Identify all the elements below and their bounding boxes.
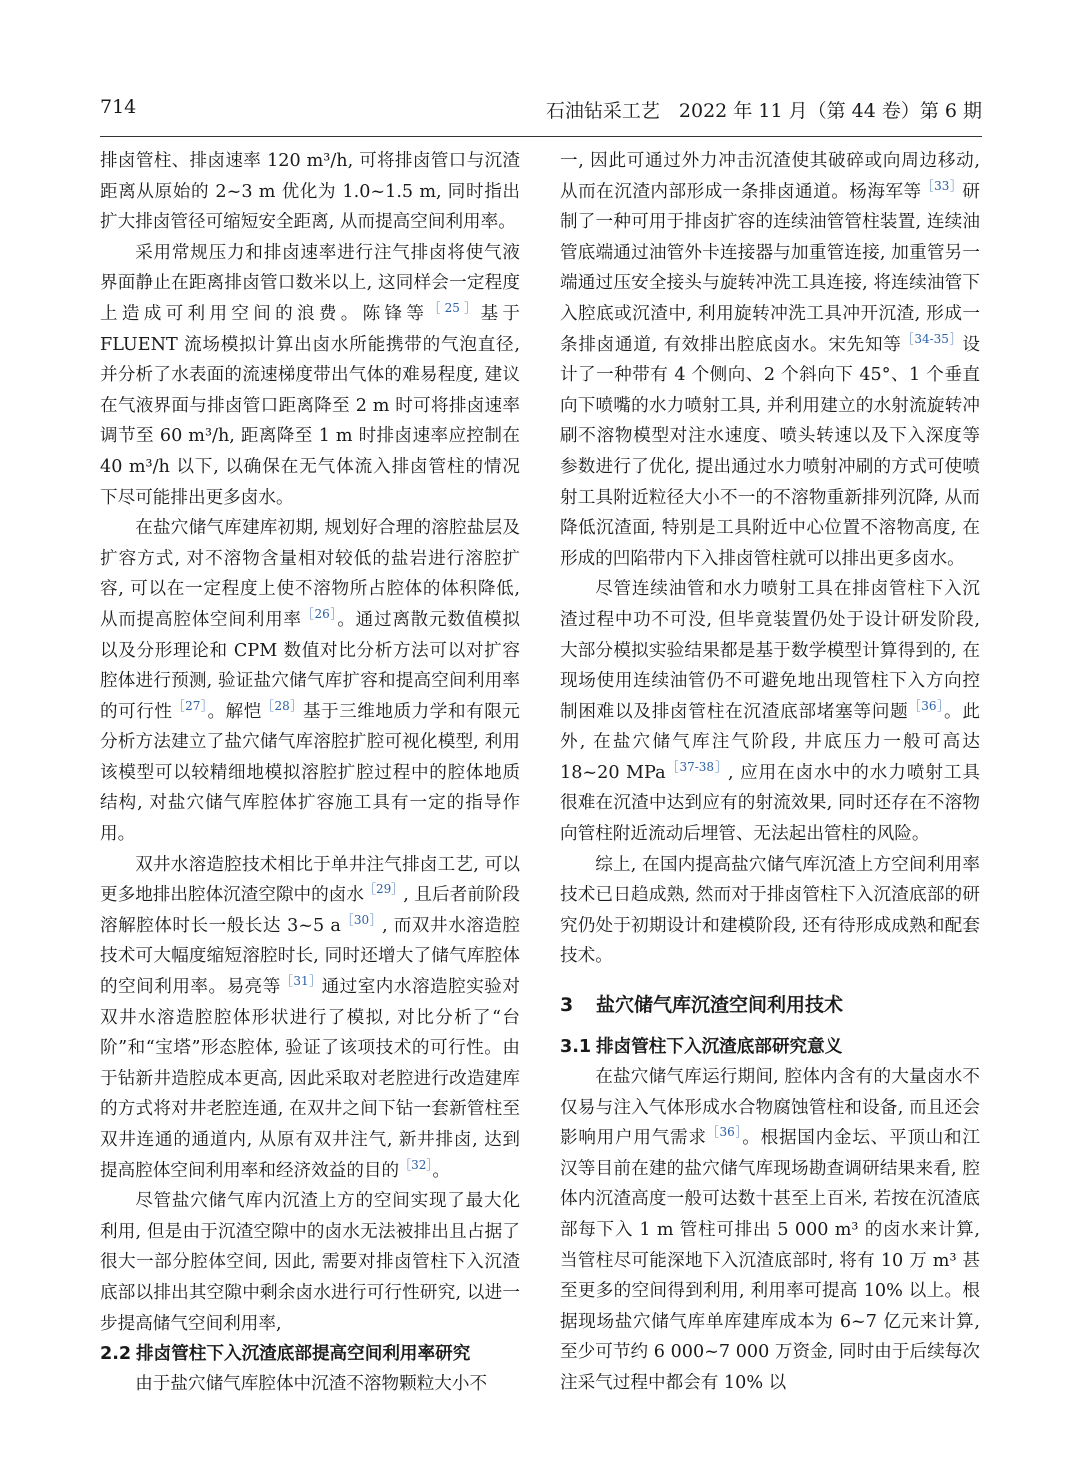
section-heading-2-2: 2.2 排卤管柱下入沉渣底部提高空间利用率研究 (100, 1344, 471, 1365)
journal-title: 石油钻采工艺 2022 年 11 月（第 44 卷）第 6 期 (545, 100, 982, 122)
paragraph: 尽管盐穴储气库内沉渣上方的空间实现了最大化利用, 但是由于沉渣空隙中的卤水无法被排出且占据了很大一部分腔体空间, 因此, 需要对排卤管柱下入沉渣底部以排出其空隙中剩余卤水进行可行性研究, 以进一步提高储气空间利用率, (100, 1191, 520, 1334)
citation[interactable]: ［33］ (921, 178, 963, 193)
citation[interactable]: ［27］ (172, 698, 208, 713)
citation[interactable]: ［37-38］ (665, 760, 728, 775)
running-header (100, 96, 982, 128)
section-heading-3: 3 盐穴储气库沉渣空间利用技术 (560, 994, 844, 1017)
citation[interactable]: ［28］ (261, 698, 303, 713)
section-heading-3-1: 3.1 排卤管柱下入沉渣底部研究意义 (560, 1037, 843, 1058)
citation[interactable]: ［30］ (340, 912, 383, 927)
citation[interactable]: ［25］ (428, 301, 481, 316)
citation[interactable]: ［36］ (706, 1125, 743, 1140)
citation[interactable]: ［32］ (399, 1157, 433, 1172)
paragraph: 双井水溶造腔技术相比于单井注气排卤工艺, 可以更多地排出腔体沉渣空隙中的卤水$^{[29]}$, 且后者前阶段溶解腔体时长一般长达 3~5 a$^{[30]}$, 而双井水溶造腔技术可大幅度缩短溶腔时长, 同时还增大了储气库腔体的空间利用率。易亮等$^{[31]}$通过室内水溶造腔实验对双井水溶造腔腔体形状进行了模拟, 对比分析了“台阶”和“宝塔”形态腔体, 验证了该项技术的可行性。由于钻新井造腔成本更高, 因此采取对老腔进行改造建库的方式将对井老腔连通, 在双井之间下钻一套新管柱至双井连通的通道内, 从原有双井注气, 新井排卤, 达到提高腔体空间利用率和经济效益的目的$^{[32]}$。 (100, 854, 520, 1181)
left-column (100, 146, 520, 1436)
paragraph: 在盐穴储气库运行期间, 腔体内含有的大量卤水不仅易与注入气体形成水合物腐蚀管柱和设备, 而且还会影响用户用气需求$^{[36]}$。根据国内金坛、平顶山和江汉等目前在建的盐穴储气库现场勘查调研结果来看, 腔体内沉渣高度一般可达数十甚至上百米, 若按在沉渣底部每下入 1 m 管柱可排出 5 000 m³ 的卤水来计算, 当管柱尽可能深地下入沉渣底部时, 将有 10 万 m³ 甚至更多的空间得到利用, 利用率可提高 10% 以上。根据现场盐穴储气库单库建库成本为 6~7 亿元来计算, 至少可节约 6 000~7 000 万资金, 同时由于后续每次注采气过程中都会有 10% 以 (560, 1067, 980, 1393)
citation[interactable]: ［29］ (363, 882, 404, 897)
citation[interactable]: ［36］ (908, 698, 945, 713)
paragraph: 在盐穴储气库建库初期, 规划好合理的溶腔盐层及扩容方式, 对不溶物含量相对较低的盐岩进行溶腔扩容, 可以在一定程度上使不溶物所占腔体的体积降低, 从而提高腔体空间利用率$^{[26]}$。通过离散元数值模拟以及分形理论和 CPM 数值对比分析方法可以对扩容腔体进行预测, 验证盐穴储气库扩容和提高空间利用率的可行性$^{[27]}$。解恺$^{[28]}$基于三维地质力学和有限元分析方法建立了盐穴储气库溶腔扩腔可视化模型, 利用该模型可以较精细地模拟溶腔扩腔过程中的腔体地质结构, 对盐穴储气库腔体扩容施工具有一定的指导作用。 (100, 518, 520, 845)
citation[interactable]: ［31］ (280, 974, 322, 989)
page-number: 714 (100, 96, 137, 118)
paragraph: 采用常规压力和排卤速率进行注气排卤将使气液界面静止在距离排卤管口数米以上, 这同样会一定程度上造成可利用空间的浪费。陈锋等$^{[25]}$基于 FLUENT 流场模拟计算出卤水所能携带的气泡直径, 并分析了水表面的流速梯度带出气体的难易程度, 建议在气液界面与排卤管口距离降至 2 m 时可将排卤速率调节至 60 m³/h, 距离降至 1 m 时排卤速率应控制在 40 m³/h 以下, 以确保在无气体流入排卤管柱的情况下尽可能排出更多卤水。 (100, 242, 520, 508)
paragraph: 综上, 在国内提高盐穴储气库沉渣上方空间利用率技术已日趋成熟, 然而对于排卤管柱下入沉渣底部的研究仍处于初期设计和建模阶段, 还有待形成成熟和配套技术。 (560, 854, 980, 967)
paragraph: 由于盐穴储气库腔体中沉渣不溶物颗粒大小不 (135, 1374, 488, 1395)
paragraph: 排卤管柱、排卤速率 120 m³/h, 可将排卤管口与沉渣距离从原始的 2~3 m 优化为 1.0~1.5 m, 同时指出扩大排卤管径可缩短安全距离, 从而提高空间利用率。 (100, 151, 520, 233)
right-column (560, 146, 980, 1436)
citation[interactable]: ［26］ (301, 607, 338, 622)
paragraph: 一, 因此可通过外力冲击沉渣使其破碎或向周边移动, 从而在沉渣内部形成一条排卤通道。杨海军等$^{[33]}$研制了一种可用于排卤扩容的连续油管管柱装置, 连续油管底端通过油管外卡连接器与加重管连接, 加重管另一端通过压安全接头与旋转冲洗工具连接, 将连续油管下入腔底或沉渣中, 利用旋转冲洗工具冲开沉渣, 形成一条排卤通道, 有效排出腔底卤水。宋先知等$^{[34-35]}$设计了一种带有 4 个侧向、2 个斜向下 45°、1 个垂直向下喷嘴的水力喷射工具, 并利用建立的水射流旋转冲刷不溶物模型对注水速度、喷头转速以及下入深度等参数进行了优化, 提出通过水力喷射冲刷的方式可使喷射工具附近粒径大小不一的不溶物重新排列沉降, 从而降低沉渣面, 特别是工具附近中心位置不溶物高度, 在形成的凹陷带内下入排卤管柱就可以排出更多卤水。 (560, 151, 980, 569)
paragraph: 尽管连续油管和水力喷射工具在排卤管柱下入沉渣过程中功不可没, 但毕竟装置仍处于设计研发阶段, 大部分模拟实验结果都是基于数学模型计算得到的, 在现场使用连续油管仍不可避免地出现管柱下入方向控制困难以及排卤管柱在沉渣底部堵塞等问题$^{[36]}$。此外, 在盐穴储气库注气阶段, 井底压力一般可高达 18~20 MPa$^{[37-38]}$, 应用在卤水中的水力喷射工具很难在沉渣中达到应有的射流效果, 同时还存在不溶物向管柱附近流动后埋管、无法起出管柱的风险。 (560, 579, 980, 845)
citation[interactable]: ［34-35］ (901, 331, 963, 346)
header-rule (100, 136, 982, 137)
